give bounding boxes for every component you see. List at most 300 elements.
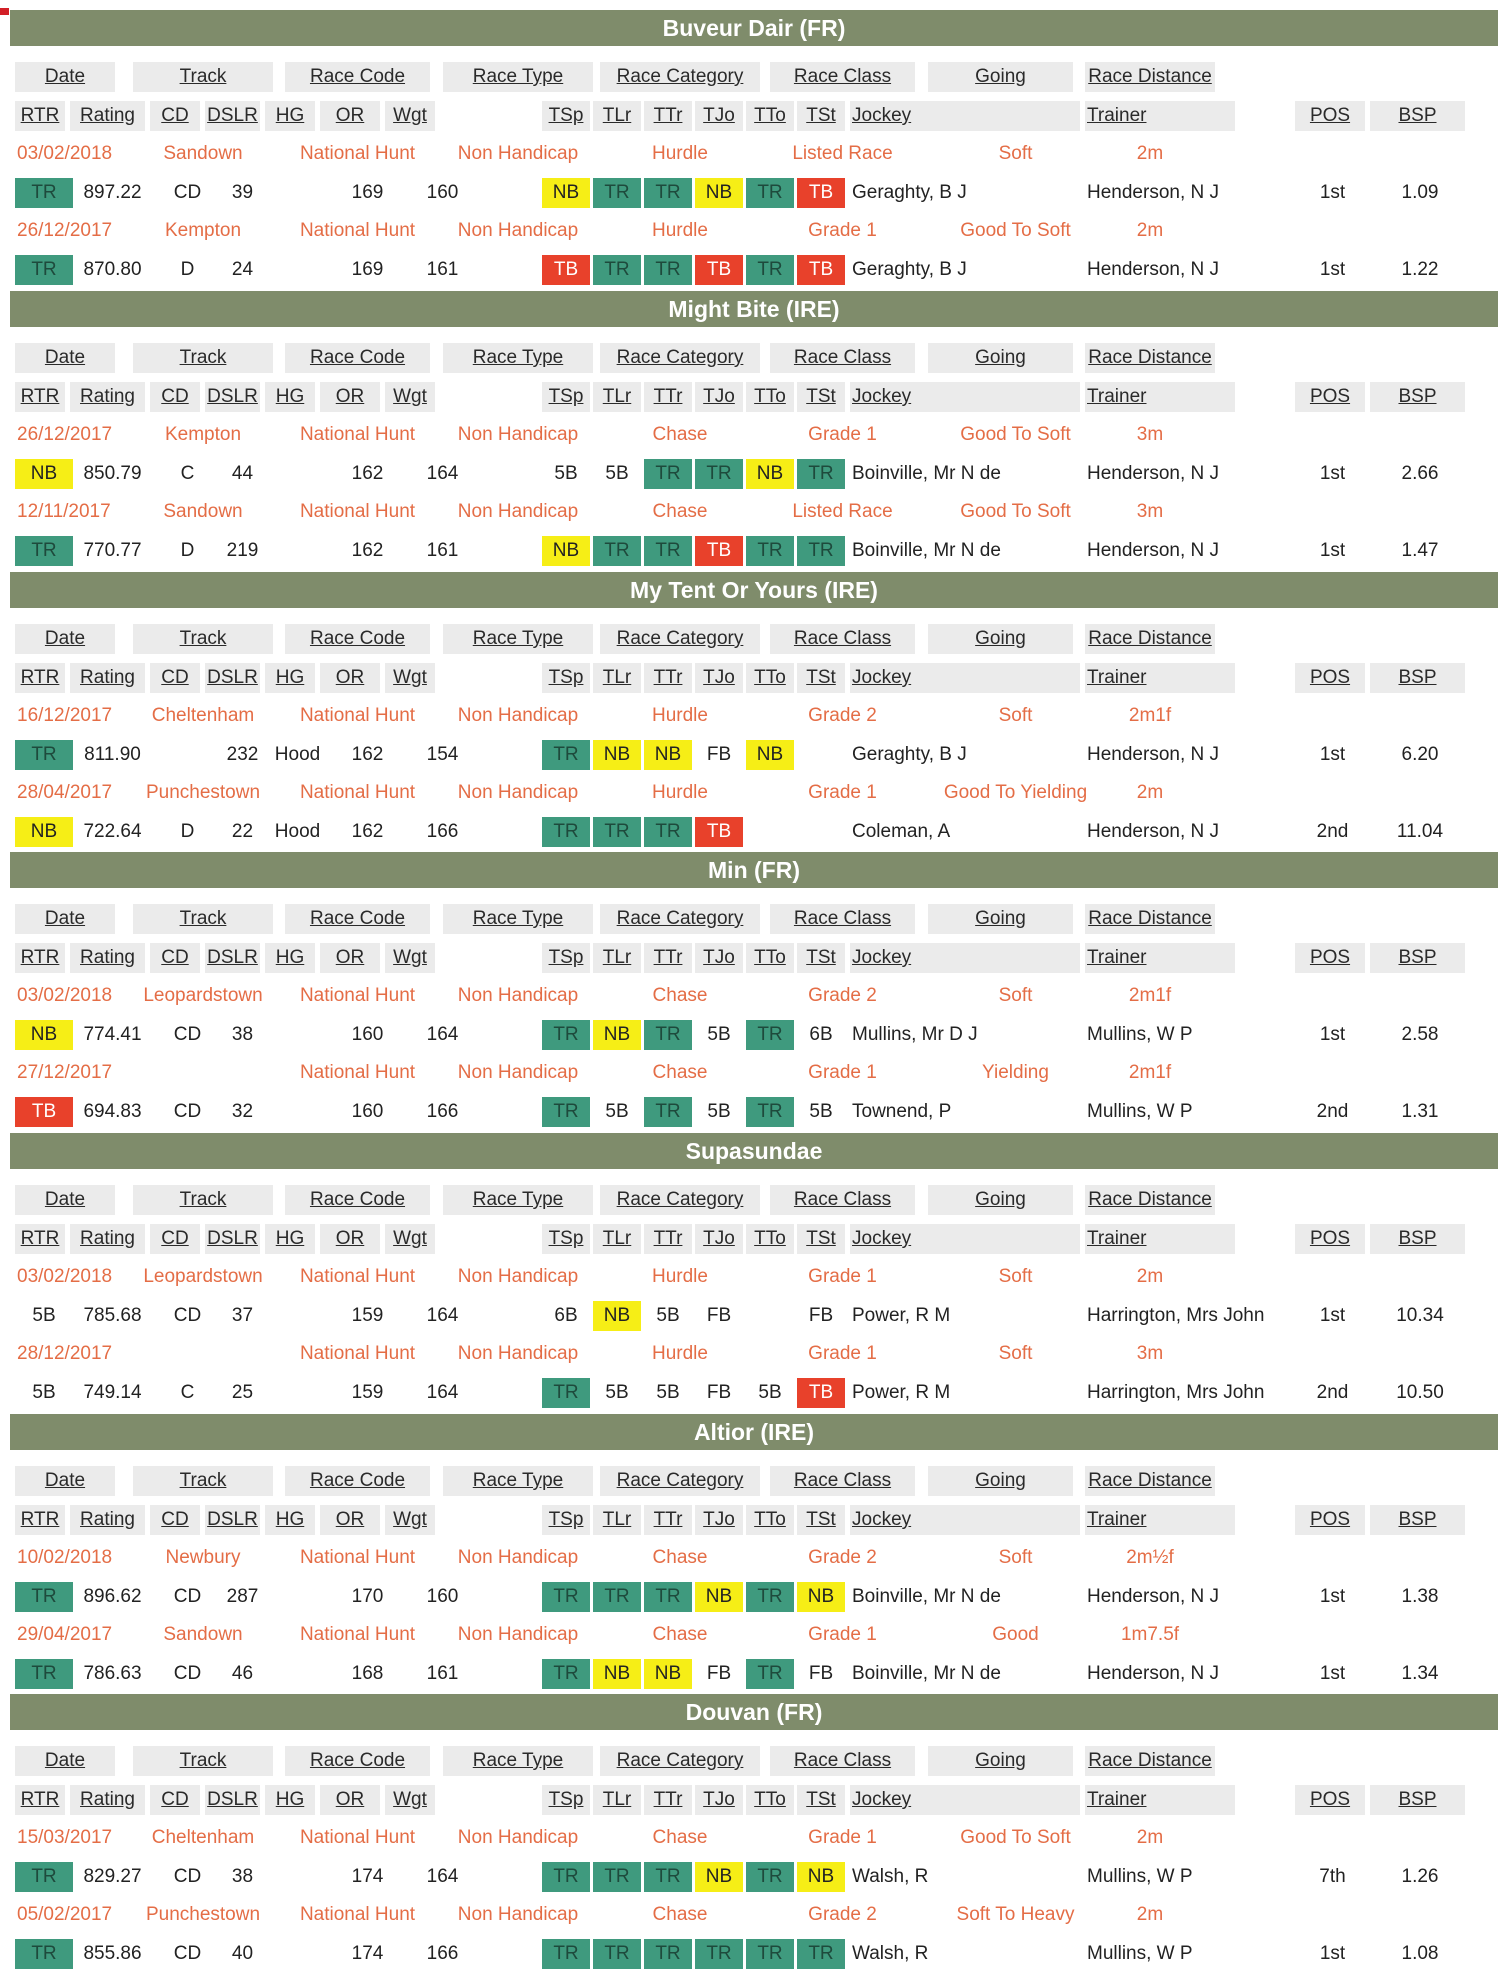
race-header-cell: Race Class (770, 1466, 915, 1496)
stats-header-cell: TSp (542, 943, 590, 973)
stats-header-cell: Trainer (1085, 943, 1235, 973)
race-header-cell: Going (928, 62, 1073, 92)
race-track: Cheltenham (151, 1827, 255, 1848)
race-info-row (10, 1262, 1498, 1292)
race-date: 26/12/2017 (17, 424, 113, 445)
stat-or: 162 (351, 540, 384, 561)
stats-header-cell: TSp (542, 1505, 590, 1535)
stat-tst: TB (797, 1378, 845, 1408)
stats-header-cell: Jockey (850, 663, 1080, 693)
stat-ttr: TR (644, 817, 692, 847)
stats-header-cell: Wgt (385, 1505, 435, 1535)
stats-header-cell: TSt (797, 1224, 845, 1254)
stat-ttr: TR (644, 1097, 692, 1127)
stat-tjo: FB (706, 1382, 732, 1403)
race-type: Non Handicap (457, 782, 579, 803)
stat-pos: 1st (1319, 1943, 1346, 1964)
stats-header-cell: RTR (15, 663, 65, 693)
stat-tst: FB (808, 1663, 834, 1684)
stat-rtr: NB (15, 459, 73, 489)
race-date: 10/02/2018 (17, 1547, 113, 1568)
stat-rtr: TR (15, 1659, 73, 1689)
stat-tst: NB (797, 1582, 845, 1612)
stat-tlr: TR (593, 536, 641, 566)
horse-section (10, 852, 1498, 1132)
race-header-cell: Date (15, 1466, 115, 1496)
race-stats-row (10, 1862, 1498, 1892)
stat-bsp: 1.34 (1401, 1663, 1439, 1684)
race-header-cell: Race Code (285, 904, 430, 934)
stats-header-cell: Jockey (850, 1224, 1080, 1254)
race-class: Grade 1 (808, 1062, 877, 1083)
stat-rating: 811.90 (84, 744, 141, 765)
stat-jockey: Boinville, Mr N de (852, 1586, 1001, 1607)
stats-header-cell: Wgt (385, 101, 435, 131)
race-track: Punchestown (145, 782, 261, 803)
stat-trainer: Henderson, N J (1087, 1586, 1220, 1607)
stat-tst: TR (797, 1939, 845, 1969)
race-class: Grade 1 (808, 1266, 877, 1287)
stat-tto: TR (746, 178, 794, 208)
stat-tlr: NB (593, 1020, 641, 1050)
stat-tto: TR (746, 255, 794, 285)
race-info-row (10, 981, 1498, 1011)
stat-cd: CD (173, 1305, 202, 1326)
horse-name-bar: Supasundae (10, 1133, 1498, 1169)
race-going: Soft (998, 1547, 1033, 1568)
race-category: Chase (652, 1904, 708, 1925)
stats-header-cell: RTR (15, 943, 65, 973)
race-class: Listed Race (792, 143, 893, 164)
race-category: Chase (652, 1547, 708, 1568)
stat-or: 174 (351, 1866, 384, 1887)
race-header-cell: Race Distance (1085, 1466, 1215, 1496)
race-category: Chase (652, 1062, 708, 1083)
race-info-row (10, 497, 1498, 527)
stats-header-cell: Wgt (385, 382, 435, 412)
race-going: Soft (998, 143, 1033, 164)
race-track: Sandown (163, 501, 243, 522)
race-category: Chase (652, 1827, 708, 1848)
race-track: Punchestown (145, 1904, 261, 1925)
stat-rating: 850.79 (83, 463, 142, 484)
race-track: Kempton (164, 220, 242, 241)
stat-rtr: TR (15, 255, 73, 285)
stat-tto (746, 1301, 794, 1331)
race-header-cell: Going (928, 343, 1073, 373)
stat-rtr: TR (15, 536, 73, 566)
race-stats-row (10, 1301, 1498, 1331)
stats-header-cell: TSt (797, 943, 845, 973)
horse-section (10, 1414, 1498, 1694)
stat-rating: 749.14 (83, 1382, 142, 1403)
race-stats-row (10, 1659, 1498, 1689)
stat-tlr: 5B (605, 1382, 629, 1403)
race-distance: 2m½f (1126, 1547, 1174, 1568)
race-header-cell: Race Class (770, 904, 915, 934)
race-header-cell: Race Class (770, 1746, 915, 1776)
stat-cd (160, 740, 215, 770)
stats-header-cell: TTr (644, 101, 692, 131)
stat-or: 162 (351, 744, 384, 765)
stats-header-cell: Rating (70, 1785, 145, 1815)
stats-header-cell: POS (1295, 1785, 1365, 1815)
stat-ttr: 5B (656, 1382, 680, 1403)
race-type: Non Handicap (457, 1827, 579, 1848)
race-header-cell: Date (15, 904, 115, 934)
race-class: Grade 1 (808, 782, 877, 803)
stat-tst: TB (797, 255, 845, 285)
stat-ttr: TR (644, 1020, 692, 1050)
stats-header-cell: HG (265, 1505, 315, 1535)
race-code: National Hunt (299, 1062, 416, 1083)
stats-header-cell: RTR (15, 382, 65, 412)
race-type: Non Handicap (457, 501, 579, 522)
stat-tjo: NB (695, 178, 743, 208)
stat-bsp: 1.26 (1401, 1866, 1439, 1887)
stat-bsp: 11.04 (1396, 821, 1444, 842)
race-class: Grade 2 (808, 1547, 877, 1568)
stats-header-cell: TSp (542, 382, 590, 412)
race-date: 26/12/2017 (17, 220, 113, 241)
stat-jockey: Townend, P (852, 1101, 952, 1122)
stat-trainer: Mullins, W P (1087, 1866, 1193, 1887)
stats-header-cell: OR (320, 1505, 380, 1535)
stat-jockey: Power, R M (852, 1382, 951, 1403)
stat-wgt: 166 (426, 1943, 459, 1964)
race-type: Non Handicap (457, 143, 579, 164)
race-going: Good To Yielding (943, 782, 1088, 803)
race-header-cell: Going (928, 624, 1073, 654)
race-going: Soft (998, 705, 1033, 726)
stat-hg (270, 1582, 325, 1612)
stats-header-cell: TTr (644, 1224, 692, 1254)
stats-header-cell: TTo (746, 663, 794, 693)
stat-tst: 5B (809, 1101, 833, 1122)
race-header-cell: Track (133, 1466, 273, 1496)
stats-header-cell: TTo (746, 1505, 794, 1535)
race-type: Non Handicap (457, 705, 579, 726)
stats-header-row (10, 943, 1498, 973)
race-code: National Hunt (299, 220, 416, 241)
stat-wgt: 164 (426, 463, 459, 484)
stat-dslr: 25 (231, 1382, 254, 1403)
stat-hg (270, 536, 325, 566)
stats-header-cell: TLr (593, 1785, 641, 1815)
race-code: National Hunt (299, 1343, 416, 1364)
stat-dslr: 32 (231, 1101, 254, 1122)
stats-header-cell: TTo (746, 101, 794, 131)
race-header-cell: Race Code (285, 1185, 430, 1215)
stats-header-row (10, 1785, 1498, 1815)
stats-header-cell: TSp (542, 1785, 590, 1815)
race-header-cell: Race Code (285, 1746, 430, 1776)
stats-header-cell: Jockey (850, 943, 1080, 973)
stat-wgt: 164 (426, 1866, 459, 1887)
stat-hg (270, 1097, 325, 1127)
race-going: Soft (998, 1343, 1033, 1364)
stat-pos: 7th (1319, 1866, 1346, 1887)
stat-tjo: FB (706, 1663, 732, 1684)
stats-header-cell: Wgt (385, 943, 435, 973)
race-header-cell: Race Code (285, 343, 430, 373)
race-code: National Hunt (299, 143, 416, 164)
stat-cd: D (180, 259, 195, 280)
stats-header-cell: Rating (70, 1224, 145, 1254)
stats-header-cell: TSp (542, 1224, 590, 1254)
stat-tto: NB (746, 459, 794, 489)
stat-jockey: Coleman, A (852, 821, 951, 842)
stat-bsp: 2.58 (1401, 1024, 1439, 1045)
stats-header-cell: OR (320, 663, 380, 693)
race-code: National Hunt (299, 1904, 416, 1925)
stat-tto: TR (746, 1939, 794, 1969)
stats-header-cell: TSt (797, 1785, 845, 1815)
stats-header-cell: CD (150, 943, 200, 973)
stat-trainer: Henderson, N J (1087, 540, 1220, 561)
stats-header-cell: CD (150, 382, 200, 412)
race-date: 28/12/2017 (17, 1343, 113, 1364)
stat-pos: 1st (1319, 540, 1346, 561)
stats-header-row (10, 1505, 1498, 1535)
stats-header-cell: DSLR (205, 1505, 260, 1535)
stats-header-cell: POS (1295, 1505, 1365, 1535)
stats-header-cell: TSp (542, 101, 590, 131)
stat-dslr: 232 (226, 744, 259, 765)
stat-tjo: FB (706, 744, 732, 765)
stat-or: 169 (351, 182, 384, 203)
horse-name-bar: Douvan (FR) (10, 1694, 1498, 1730)
stats-header-row (10, 382, 1498, 412)
stat-wgt: 164 (426, 1382, 459, 1403)
race-header-cell: Race Category (600, 1746, 760, 1776)
stats-header-cell: TTr (644, 1785, 692, 1815)
race-code: National Hunt (299, 705, 416, 726)
stat-tst (797, 740, 845, 770)
stats-header-cell: TTo (746, 1224, 794, 1254)
race-header-cell: Going (928, 1466, 1073, 1496)
stats-header-cell: CD (150, 1224, 200, 1254)
race-date: 03/02/2018 (17, 1266, 113, 1287)
stats-header-cell: TJo (695, 101, 743, 131)
stats-header-cell: Jockey (850, 1785, 1080, 1815)
stat-rating: 896.62 (83, 1586, 142, 1607)
stat-or: 160 (351, 1101, 384, 1122)
stat-rating: 694.83 (83, 1101, 142, 1122)
race-header-cell: Race Distance (1085, 62, 1215, 92)
stats-header-cell: RTR (15, 101, 65, 131)
stat-dslr: 219 (226, 540, 259, 561)
race-class: Grade 2 (808, 1904, 877, 1925)
stat-dslr: 46 (231, 1663, 254, 1684)
stats-header-cell: BSP (1370, 1505, 1465, 1535)
race-stats-row (10, 1939, 1498, 1969)
race-track: Cheltenham (151, 705, 255, 726)
stat-or: 162 (351, 463, 384, 484)
stat-cd: CD (173, 1663, 202, 1684)
stat-tjo: TB (695, 255, 743, 285)
horse-name-bar: Min (FR) (10, 852, 1498, 888)
stats-header-cell: HG (265, 943, 315, 973)
stat-tsp: TR (542, 1939, 590, 1969)
race-track: Sandown (163, 143, 243, 164)
race-header-row (10, 1185, 1498, 1215)
stats-header-cell: Trainer (1085, 1785, 1235, 1815)
race-header-cell: Track (133, 343, 273, 373)
stat-tlr: TR (593, 1939, 641, 1969)
stat-tsp: NB (542, 178, 590, 208)
race-header-row (10, 343, 1498, 373)
race-header-cell: Date (15, 624, 115, 654)
stat-pos: 2nd (1316, 1382, 1349, 1403)
stat-wgt: 164 (426, 1305, 459, 1326)
race-header-cell: Race Type (443, 904, 593, 934)
race-header-cell: Date (15, 343, 115, 373)
stats-header-cell: Wgt (385, 663, 435, 693)
stat-ttr: TR (644, 1939, 692, 1969)
race-header-cell: Race Distance (1085, 1746, 1215, 1776)
stat-bsp: 1.31 (1401, 1101, 1439, 1122)
stat-tlr: NB (593, 740, 641, 770)
race-going: Good To Soft (960, 424, 1071, 445)
stats-header-cell: TTo (746, 382, 794, 412)
race-class: Grade 1 (808, 424, 877, 445)
stat-jockey: Geraghty, B J (852, 744, 967, 765)
stat-pos: 1st (1319, 1663, 1346, 1684)
stats-header-cell: TLr (593, 1505, 641, 1535)
race-category: Chase (652, 985, 708, 1006)
stat-hg: Hood (274, 744, 321, 765)
stats-header-cell: TJo (695, 1505, 743, 1535)
stat-jockey: Mullins, Mr D J (852, 1024, 978, 1045)
stat-tjo: TB (695, 817, 743, 847)
stats-header-cell: Rating (70, 101, 145, 131)
stat-jockey: Geraghty, B J (852, 259, 967, 280)
stats-header-cell: Jockey (850, 1505, 1080, 1535)
race-type: Non Handicap (457, 1547, 579, 1568)
stat-bsp: 10.34 (1396, 1305, 1444, 1326)
stat-or: 162 (351, 821, 384, 842)
race-distance: 3m (1136, 1343, 1164, 1364)
stat-tto (746, 817, 794, 847)
stat-trainer: Mullins, W P (1087, 1024, 1193, 1045)
race-header-cell: Race Distance (1085, 343, 1215, 373)
stat-rating: 855.86 (83, 1943, 142, 1964)
horse-name-bar: My Tent Or Yours (IRE) (10, 572, 1498, 608)
stat-jockey: Walsh, R (852, 1866, 929, 1887)
race-track: Kempton (164, 424, 242, 445)
race-header-cell: Race Distance (1085, 1185, 1215, 1215)
stat-wgt: 160 (426, 182, 459, 203)
stat-tjo: 5B (707, 1101, 731, 1122)
stat-trainer: Henderson, N J (1087, 182, 1220, 203)
stat-tlr: TR (593, 255, 641, 285)
race-code: National Hunt (299, 782, 416, 803)
stats-header-cell: Rating (70, 663, 145, 693)
stat-bsp: 1.09 (1401, 182, 1439, 203)
race-code: National Hunt (299, 424, 416, 445)
race-header-cell: Race Category (600, 904, 760, 934)
stat-rtr: NB (15, 1020, 73, 1050)
race-header-row (10, 1466, 1498, 1496)
race-header-cell: Race Class (770, 343, 915, 373)
race-track: Leopardstown (143, 1266, 263, 1287)
stat-bsp: 1.08 (1401, 1943, 1439, 1964)
stats-header-cell: Jockey (850, 382, 1080, 412)
race-header-row (10, 1746, 1498, 1776)
stat-tsp: TR (542, 740, 590, 770)
stat-pos: 1st (1319, 1024, 1346, 1045)
race-header-cell: Track (133, 904, 273, 934)
stats-header-cell: DSLR (205, 1785, 260, 1815)
stat-ttr: TR (644, 178, 692, 208)
race-track (128, 1339, 278, 1369)
stats-header-cell: TTr (644, 382, 692, 412)
stat-wgt: 161 (426, 259, 459, 280)
stat-ttr: TR (644, 1582, 692, 1612)
stat-tlr: 5B (605, 1101, 629, 1122)
stat-wgt: 161 (426, 1663, 459, 1684)
race-header-cell: Going (928, 1185, 1073, 1215)
race-header-cell: Race Distance (1085, 624, 1215, 654)
race-header-cell: Race Code (285, 624, 430, 654)
stat-pos: 1st (1319, 463, 1346, 484)
race-distance: 2m (1136, 782, 1164, 803)
stats-header-cell: TSt (797, 1505, 845, 1535)
stats-header-cell: Trainer (1085, 101, 1235, 131)
stat-tjo: TB (695, 536, 743, 566)
stat-tlr: TR (593, 178, 641, 208)
race-going: Good To Soft (960, 501, 1071, 522)
stats-header-cell: BSP (1370, 382, 1465, 412)
race-going: Good (992, 1624, 1039, 1645)
stats-header-cell: TLr (593, 101, 641, 131)
stat-wgt: 161 (426, 540, 459, 561)
stat-hg (270, 1020, 325, 1050)
stat-tsp: TR (542, 1020, 590, 1050)
race-code: National Hunt (299, 1266, 416, 1287)
stats-header-cell: DSLR (205, 1224, 260, 1254)
stat-cd: CD (173, 1866, 202, 1887)
stat-hg: Hood (274, 821, 321, 842)
race-info-row (10, 1900, 1498, 1930)
stat-tlr: TR (593, 1582, 641, 1612)
race-stats-row (10, 817, 1498, 847)
stats-header-cell: POS (1295, 382, 1365, 412)
stat-ttr: TR (644, 255, 692, 285)
stat-jockey: Boinville, Mr N de (852, 1663, 1001, 1684)
stats-header-cell: POS (1295, 1224, 1365, 1254)
race-header-cell: Race Category (600, 343, 760, 373)
stats-header-cell: POS (1295, 663, 1365, 693)
horse-section (10, 10, 1498, 290)
race-going: Good To Soft (960, 1827, 1071, 1848)
stats-header-cell: Trainer (1085, 1505, 1235, 1535)
stat-jockey: Geraghty, B J (852, 182, 967, 203)
race-info-row (10, 420, 1498, 450)
stats-header-cell: TJo (695, 1785, 743, 1815)
stats-header-cell: TJo (695, 1224, 743, 1254)
race-header-cell: Date (15, 1185, 115, 1215)
race-date: 03/02/2018 (17, 985, 113, 1006)
race-header-cell: Race Distance (1085, 904, 1215, 934)
stat-tlr: NB (593, 1301, 641, 1331)
stat-tto: TR (746, 1862, 794, 1892)
stats-header-cell: DSLR (205, 101, 260, 131)
stat-trainer: Harrington, Mrs John (1087, 1305, 1265, 1326)
race-header-cell: Race Class (770, 1185, 915, 1215)
stat-rating: 870.80 (83, 259, 142, 280)
